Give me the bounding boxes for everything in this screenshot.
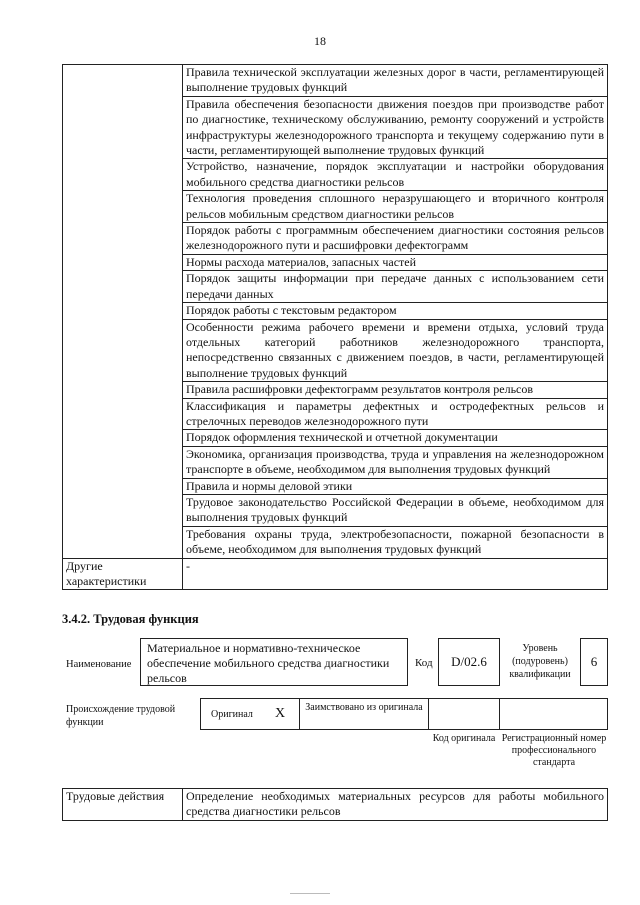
actions-label: Трудовые действия [63, 789, 183, 821]
knowledge-item: Порядок работы с текстовым редактором [183, 303, 608, 319]
knowledge-item: Порядок оформления технической и отчетной документации [183, 430, 608, 446]
knowledge-item: Устройство, назначение, порядок эксплуатации и настройки оборудования мобильного средства диагностики рельсов [183, 159, 608, 191]
actions-row [63, 789, 608, 821]
actions-value: Определение необходимых материальных ресурсов для работы мобильного средства диагностики рельсов [183, 789, 608, 821]
code-label: Код [415, 657, 433, 669]
level-value: 6 [590, 654, 598, 669]
knowledge-item: Требования охраны труда, электробезопасности, пожарной безопасности в объеме, необходимом для выполнения трудовых функций [183, 526, 608, 558]
original-box [200, 698, 300, 730]
name-box [140, 638, 408, 686]
reg-number-label: Регистрационный номер профессионального стандарта [501, 733, 607, 768]
level-label: Уровень (подуровень) квалификации [509, 643, 571, 680]
level-box [580, 638, 608, 686]
actions-table [62, 788, 608, 821]
knowledge-item: Правила расшифровки дефектограмм результатов контроля рельсов [183, 382, 608, 398]
reg-number-box [499, 698, 608, 730]
borrowed-box [299, 698, 429, 730]
section-heading: 3.4.2. Трудовая функция [62, 612, 199, 626]
knowledge-label-cell [63, 65, 183, 559]
other-label: Другие характеристики [63, 558, 183, 590]
code-value: D/02.6 [451, 654, 487, 669]
origin-code-label: Код оригинала [432, 733, 496, 744]
knowledge-item: Правила обеспечения безопасности движения поездов при производстве работ по диагностике, техническому обслуживанию, ремонту сооружений и устройств инфраструктуры железнодорожного транспорта и текущему содержанию пути в части, регламентирующей выполнение трудовых функций [183, 96, 608, 159]
knowledge-item: Нормы расхода материалов, запасных частей [183, 254, 608, 270]
original-mark: X [275, 706, 286, 721]
origin-code-box [428, 698, 500, 730]
knowledge-item: Трудовое законодательство Российской Федерации в объеме, необходимом для выполнения трудовых функций [183, 494, 608, 526]
name-label: Наименование [66, 659, 132, 670]
other-value: - [183, 558, 608, 590]
knowledge-item: Технология проведения сплошного неразрушающего и вторичного контроля рельсов мобильным средством диагностики рельсов [183, 191, 608, 223]
other-row [63, 558, 608, 590]
page-number: 18 [314, 34, 326, 48]
knowledge-item: Особенности режима рабочего времени и времени отдыха, условий труда отдельных категорий работников железнодорожного транспорта, непосредственно связанных с движением поездов, в части, регламентирующей выполнение трудовых функций [183, 319, 608, 382]
knowledge-item: Экономика, организация производства, труда и управления на железнодорожном транспорте в объеме, необходимом для выполнения трудовых функций [183, 446, 608, 478]
knowledge-item: Правила технической эксплуатации железных дорог в части, регламентирующей выполнение трудовых функций [183, 65, 608, 97]
knowledge-table [62, 64, 608, 590]
borrowed-label: Заимствовано из оригинала [305, 702, 423, 713]
knowledge-item: Порядок работы с программным обеспечением диагностики состояния рельсов железнодорожного пути и расшифровки дефектограмм [183, 223, 608, 255]
knowledge-item: Классификация и параметры дефектных и остродефектных рельсов и стрелочных переводов железнодорожного пути [183, 398, 608, 430]
knowledge-item: Правила и нормы деловой этики [183, 478, 608, 494]
name-value: Материальное и нормативно-техническое обеспечение мобильного средства диагностики рельсов [147, 641, 390, 685]
bottom-mark [290, 893, 330, 894]
origin-label: Происхождение трудовой функции [66, 704, 176, 728]
original-label: Оригинал [211, 709, 253, 720]
code-box [438, 638, 500, 686]
knowledge-item: Порядок защиты информации при передаче данных с использованием сети передачи данных [183, 271, 608, 303]
knowledge-row [63, 65, 608, 97]
